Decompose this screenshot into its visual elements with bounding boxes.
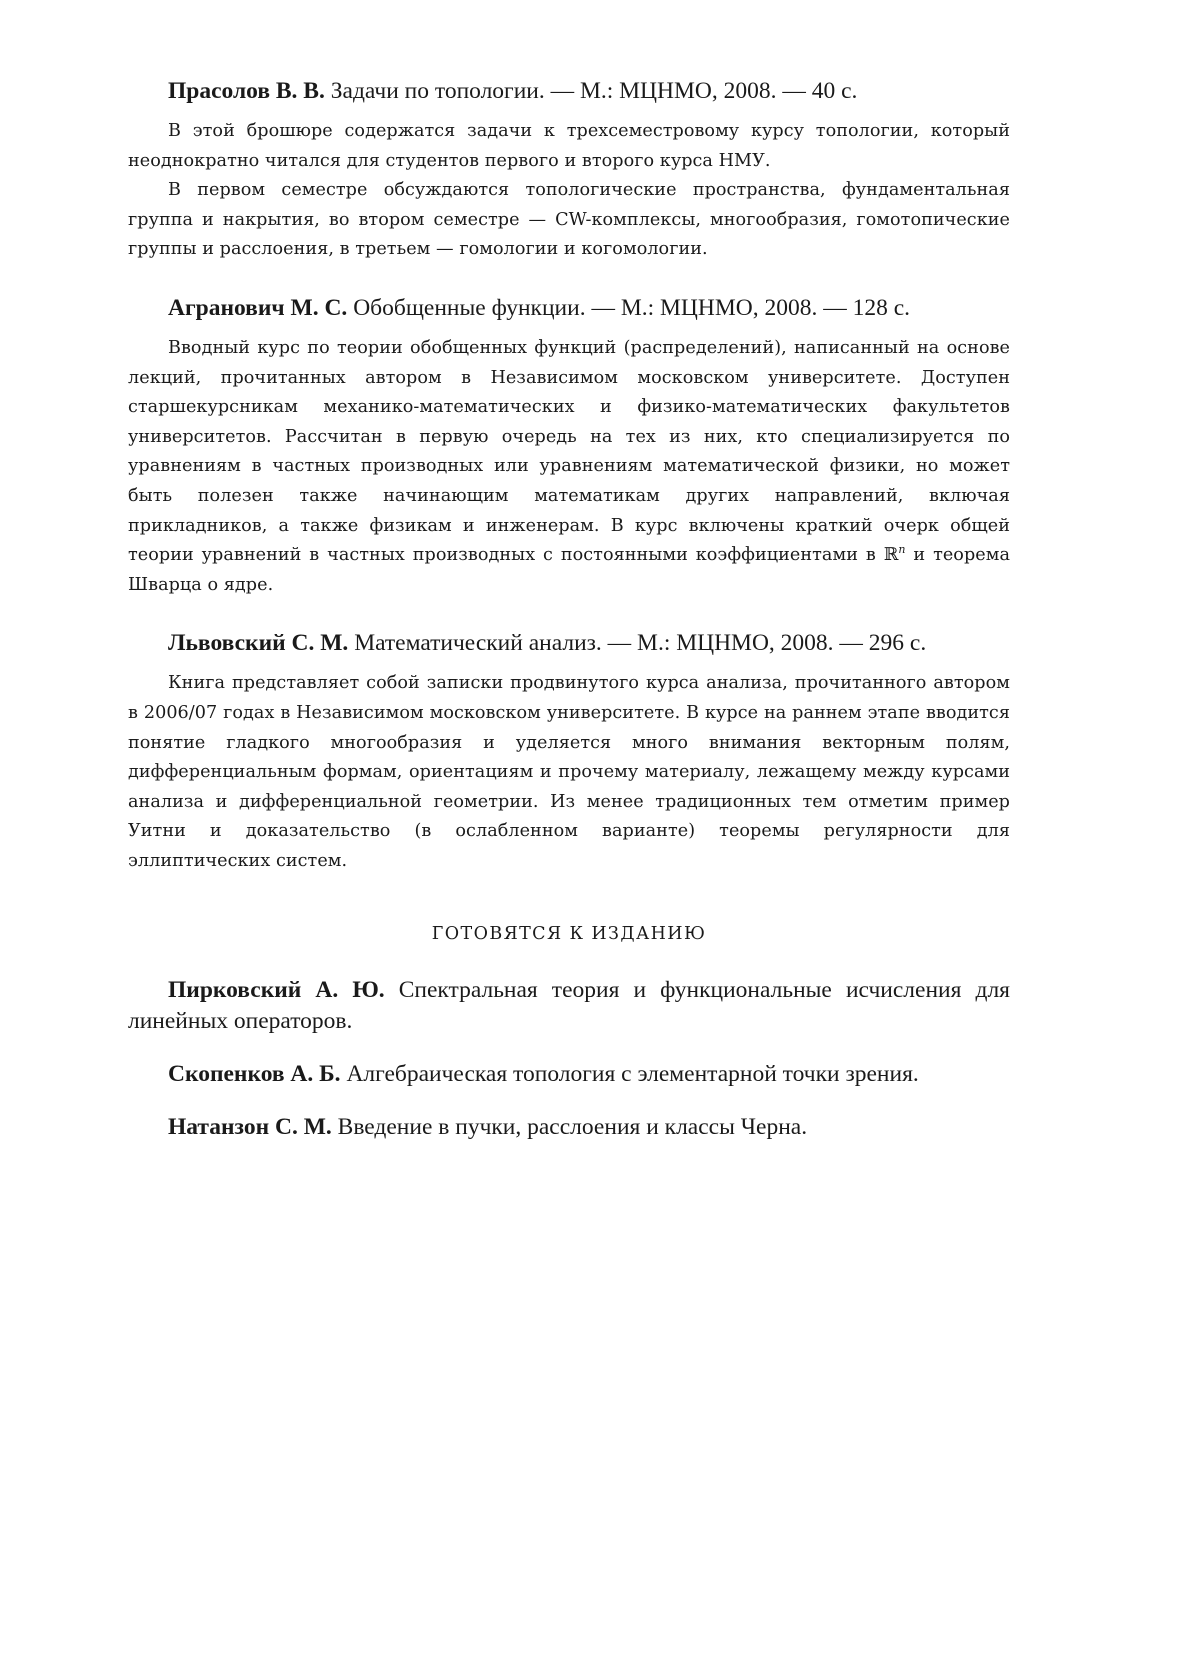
section-heading-upcoming: ГОТОВЯТСЯ К ИЗДАНИЮ <box>431 924 707 945</box>
book-title: Задачи по топологии. — М.: МЦНМО, 2008. — 40 с. <box>330 78 858 104</box>
book-author: Львовский С. М. <box>168 630 349 657</box>
book-heading <box>128 76 1010 107</box>
catalog-page <box>128 76 1010 1165</box>
book-heading <box>128 628 1010 659</box>
book-heading <box>128 293 1010 324</box>
book-entry <box>128 628 1010 876</box>
superscript-n: n <box>898 543 906 557</box>
book-description <box>128 334 1010 600</box>
book-description: Книга представляет собой записки продвинутого курса анализа, прочитанного автором в 2006/07 годах в Независимом московском университете. В курсе на раннем этапе вводится понятие гладкого многообразия и уделяется много внимания векторным полям, дифференциальным формам, ориентациям и прочему материалу, лежащему между курсами анализа и дифференциальной геометрии. Из менее традиционных тем отметим пример Уитни и доказательство (в ослабленном варианте) теоремы регулярности для эллиптических систем. <box>128 673 1010 871</box>
book-description: В этой брошюре содержатся задачи к трехсеместровому курсу топологии, который неоднократно читался для студентов первого и второго курса НМУ. <box>128 121 1010 171</box>
book-author: Натанзон С. М. <box>168 1114 332 1141</box>
description-text: Вводный курс по теории обобщенных функций (распределений), написанный на основе лекций, прочитанных автором в Независимом московском университете. Доступен старшекурсникам механико-математических и физико-математических факультетов университетов. Рассчитан в первую очередь на тех из них, кто специализируется по уравнениям в частных производных или уравнениям математической физики, но может быть полезен также начинающим математикам других направлений, включая прикладников, а также физикам и инженерам. В курс включены краткий очерк общей теории уравнений в частных производных с постоянными коэффициентами в ℝ <box>128 337 1010 566</box>
book-author: Пирковский А. Ю. <box>168 977 385 1004</box>
upcoming-book <box>128 1059 1010 1090</box>
upcoming-book <box>128 975 1010 1037</box>
book-title: Математический анализ. — М.: МЦНМО, 2008. — 296 с. <box>354 630 927 657</box>
book-entry <box>128 293 1010 600</box>
book-author: Прасолов В. В. <box>168 78 325 104</box>
book-author: Агранович М. С. <box>168 294 348 321</box>
book-title: Обобщенные функции. — М.: МЦНМО, 2008. — 128 с. <box>353 294 911 321</box>
book-title: Алгебраическая топология с элементарной точки зрения. <box>346 1061 919 1088</box>
book-title: Спектральная теория и функциональные исчисления для линейных операторов. <box>128 977 1010 1035</box>
book-entry <box>128 76 1010 265</box>
book-title: Введение в пучки, расслоения и классы Черна. <box>337 1114 808 1141</box>
book-author: Скопенков А. Б. <box>168 1061 341 1088</box>
description-text-end: и теорема Шварца о ядре. <box>128 545 1010 595</box>
book-description: В первом семестре обсуждаются топологические пространства, фундаментальная группа и накрытия, во втором семестре — CW-комплексы, многообразия, гомотопические группы и расслоения, в третьем — гомологии и когомологии. <box>128 180 1010 260</box>
upcoming-book <box>128 1112 1010 1143</box>
